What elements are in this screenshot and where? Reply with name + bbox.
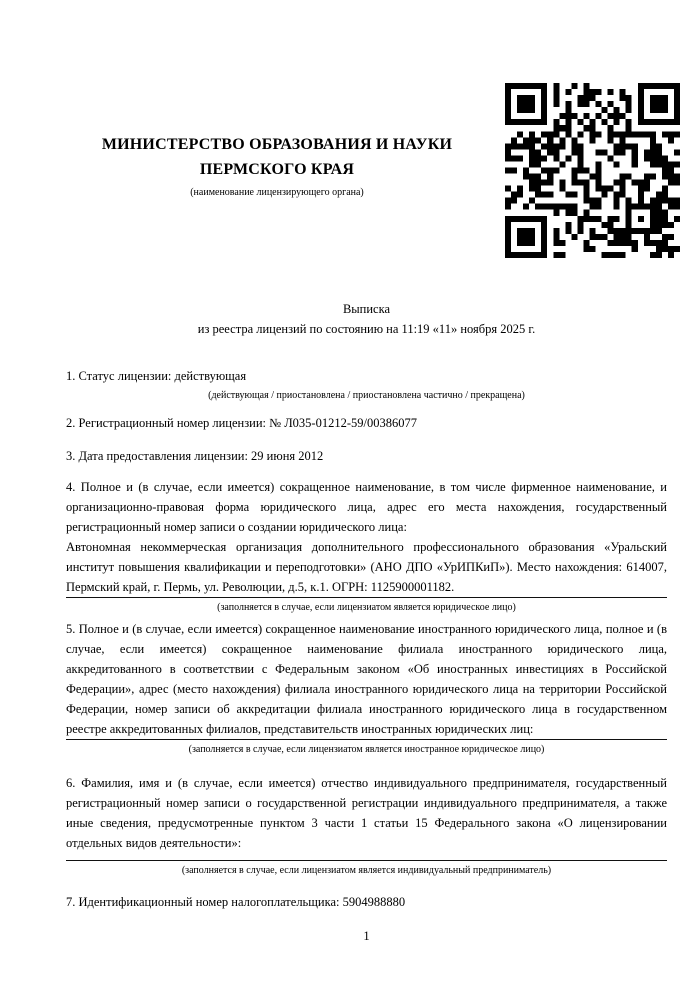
ministry-name-line2: ПЕРМСКОГО КРАЯ: [199, 161, 355, 178]
registration-number-text: 2. Регистрационный номер лицензии: № Л035-01212-59/00386077: [66, 416, 417, 430]
license-status-text: 1. Статус лицензии: действующая: [66, 369, 247, 383]
entrepreneur-empty-value-line: [66, 853, 667, 861]
document-title: [66, 299, 667, 339]
item-foreign-entity: [66, 619, 667, 757]
entrepreneur-label: 6. Фамилия, имя и (в случае, если имеется) отчество индивидуального предпринимателя, государственный регистрационный номер записи о государственной регистрации индивидуального предпринимателя, а также иные сведения, предусмотренные пунктом 3 части 1 статьи 15 Федерального закона «О лицензировании отдельных видов деятельности»:: [66, 776, 667, 850]
item-registration-number: [66, 413, 667, 433]
ministry-name-line1: МИНИСТЕРСТВО ОБРАЗОВАНИЯ И НАУКИ: [101, 136, 453, 153]
foreign-entity-caption: (заполняется в случае, если лицензиатом является иностранное юридическое лицо): [188, 744, 545, 755]
qr-code-icon: [505, 83, 680, 258]
document-header: [66, 132, 488, 199]
item-taxpayer-number: [66, 892, 667, 912]
licensing-authority-caption: (наименование лицензирующего органа): [190, 187, 364, 198]
item-grant-date: [66, 446, 667, 466]
taxpayer-number-text: 7. Идентификационный номер налогоплательщика: 5904988880: [66, 895, 406, 909]
title-line1: Выписка: [342, 302, 391, 316]
item-license-status: [66, 366, 667, 403]
legal-entity-caption: (заполняется в случае, если лицензиатом является юридическое лицо): [217, 602, 516, 613]
entrepreneur-caption: (заполняется в случае, если лицензиатом является индивидуальный предприниматель): [181, 865, 552, 876]
grant-date-text: 3. Дата предоставления лицензии: 29 июня 2012: [66, 449, 324, 463]
item-entrepreneur: [66, 773, 667, 878]
page-number: 1: [363, 929, 370, 943]
legal-entity-value: Автономная некоммерческая организация дополнительного профессионального образования «Уральский институт повышения квалификации и переподготовки» (АНО ДПО «УрИПКиП»). Место нахождения: 614007, Пермский край, г. Пермь, ул. Революции, д.5, к.1. ОГРН: 1125900001182.: [66, 537, 667, 598]
legal-entity-label: 4. Полное и (в случае, если имеется) сокращенное наименование, в том числе фирменное наименование, и организационно-правовая форма юридического лица, адрес его места нахождения, государственный регистрационный номер записи о создании юридического лица:: [66, 480, 667, 534]
title-line2: из реестра лицензий по состоянию на 11:19 «11» ноября 2025 г.: [197, 322, 536, 336]
item-legal-entity: [66, 477, 667, 615]
foreign-entity-label: 5. Полное и (в случае, если имеется) сокращенное наименование иностранного юридического лица, полное и (в случае, если имеется) сокращенное наименование филиала иностранного юридического лица, аккредитованного в соответствии с Федеральным законом «Об иностранных инвестициях в Российской Федерации», адрес (место нахождения) филиала иностранного юридического лица на территории Российской Федерации, номер записи об аккредитации филиала иностранного юридического лица в государственном реестре аккредитованных филиалов, представительств иностранных юридических лиц:: [66, 622, 667, 736]
license-status-options-caption: (действующая / приостановлена / приостановлена частично / прекращена): [208, 390, 525, 401]
